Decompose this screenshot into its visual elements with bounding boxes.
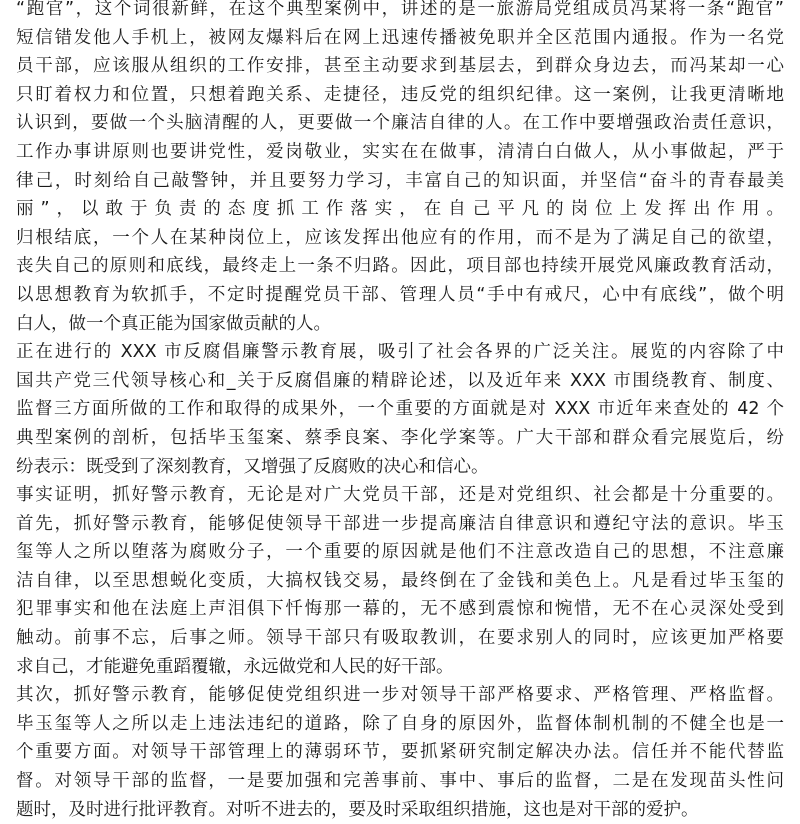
text-line: 个重要方面。对领导干部管理上的薄弱环节，要抓紧研究制定解决办法。信任并不能代替监: [16, 742, 784, 763]
text-line: 纷表示：既受到了深刻教育，又增强了反腐败的决心和信心。: [16, 456, 489, 477]
text-line: 律己，时刻给自己敲警钟，并且要努力学习，丰富自己的知识面，并坚信“奋斗的青春最美: [16, 170, 784, 191]
text-line: 国共产党三代领导核心和_关于反腐倡廉的精辟论述，以及近年来 XXX 市围绕教育、制度、: [16, 370, 784, 391]
text-line: 洁自律，以至思想蜕化变质，大搞权钱交易，最终倒在了金钱和美色上。凡是看过毕玉玺的: [16, 570, 784, 591]
text-line: “跑官”，这个词很新鲜，在这个典型案例中，讲述的是一旅游局党组成员冯某将一条“跑官”: [16, 0, 784, 19]
text-line: 白人，做一个真正能为国家做贡献的人。: [16, 313, 331, 334]
text-line: 丽”，以敢于负责的态度抓工作落实，在自己平凡的岗位上发挥出作用。: [16, 199, 784, 220]
text-line: 首先，抓好警示教育，能够促使领导干部进一步提高廉洁自律意识和遵纪守法的意识。毕玉: [16, 513, 784, 534]
text-line: 归根结底，一个人在某种岗位上，应该发挥出他应有的作用，而不是为了满足自己的欲望，: [16, 227, 784, 248]
text-line: 员干部，应该服从组织的工作安排，甚至主动要求到基层去，到群众身边去，而冯某却一心: [16, 56, 784, 77]
text-line: 工作办事讲原则也要讲党性，爱岗敬业，实实在在做事，清清白白做人，从小事做起，严于: [16, 141, 784, 162]
paragraph: [16, 224, 784, 338]
text-line: 典型案例的剖析，包括毕玉玺案、蔡季良案、李化学案等。广大干部和群众看完展览后，纷: [16, 427, 784, 448]
text-line: 丧失自己的原则和底线，最终走上一条不归路。因此，项目部也持续开展党风廉政教育活动，: [16, 256, 784, 277]
text-line: 监督三方面所做的工作和取得的成果外，一个重要的方面就是对 XXX 市近年来查处的 42 个: [16, 399, 784, 420]
text-line: 其次，抓好警示教育，能够促使党组织进一步对领导干部严格要求、严格管理、严格监督。: [16, 685, 784, 706]
text-line: 认识到，要做一个头脑清醒的人，更要做一个廉洁自律的人。在工作中要增强政治责任意识，: [16, 113, 784, 134]
text-line: 督。对领导干部的监督，一是要加强和完善事前、事中、事后的监督，二是在发现苗头性问: [16, 771, 784, 792]
text-line: 短信错发他人手机上，被网友爆料后在网上迅速传播被免职并全区范围内通报。作为一名党: [16, 27, 784, 48]
text-line: 犯罪事实和他在法庭上声泪俱下忏悔那一幕的，无不感到震惊和惋惜，无不在心灵深处受到: [16, 599, 784, 620]
paragraph: [16, 338, 784, 481]
text-line: 毕玉玺等人之所以走上违法违纪的道路，除了自身的原因外，监督体制机制的不健全也是一: [16, 713, 784, 734]
text-line: 题时，及时进行批评教育。对听不进去的，要及时采取组织措施，这也是对干部的爱护。: [16, 799, 699, 820]
text-line: 事实证明，抓好警示教育，无论是对广大党员干部，还是对党组织、社会都是十分重要的。: [16, 485, 784, 506]
text-line: 求自己，才能避免重蹈覆辙，永远做党和人民的好干部。: [16, 656, 454, 677]
text-line: 触动。前事不忘，后事之师。领导干部只有吸取教训，在要求别人的同时，应该更加严格要: [16, 628, 784, 649]
text-line: 玺等人之所以堕落为腐败分子，一个重要的原因就是他们不注意改造自己的思想，不注意廉: [16, 542, 784, 563]
paragraph: [16, 681, 784, 824]
paragraph: [16, 0, 784, 224]
document-body: [16, 0, 784, 824]
text-line: 只盯着权力和位置，只想着跑关系、走捷径，违反党的组织纪律。这一案例，让我更清晰地: [16, 84, 784, 105]
text-line: 以思想教育为软抓手，不定时提醒党员干部、管理人员“手中有戒尺，心中有底线”，做个明: [16, 284, 784, 305]
text-line: 正在进行的 XXX 市反腐倡廉警示教育展，吸引了社会各界的广泛关注。展览的内容除了中: [16, 342, 784, 363]
paragraph: [16, 481, 784, 681]
